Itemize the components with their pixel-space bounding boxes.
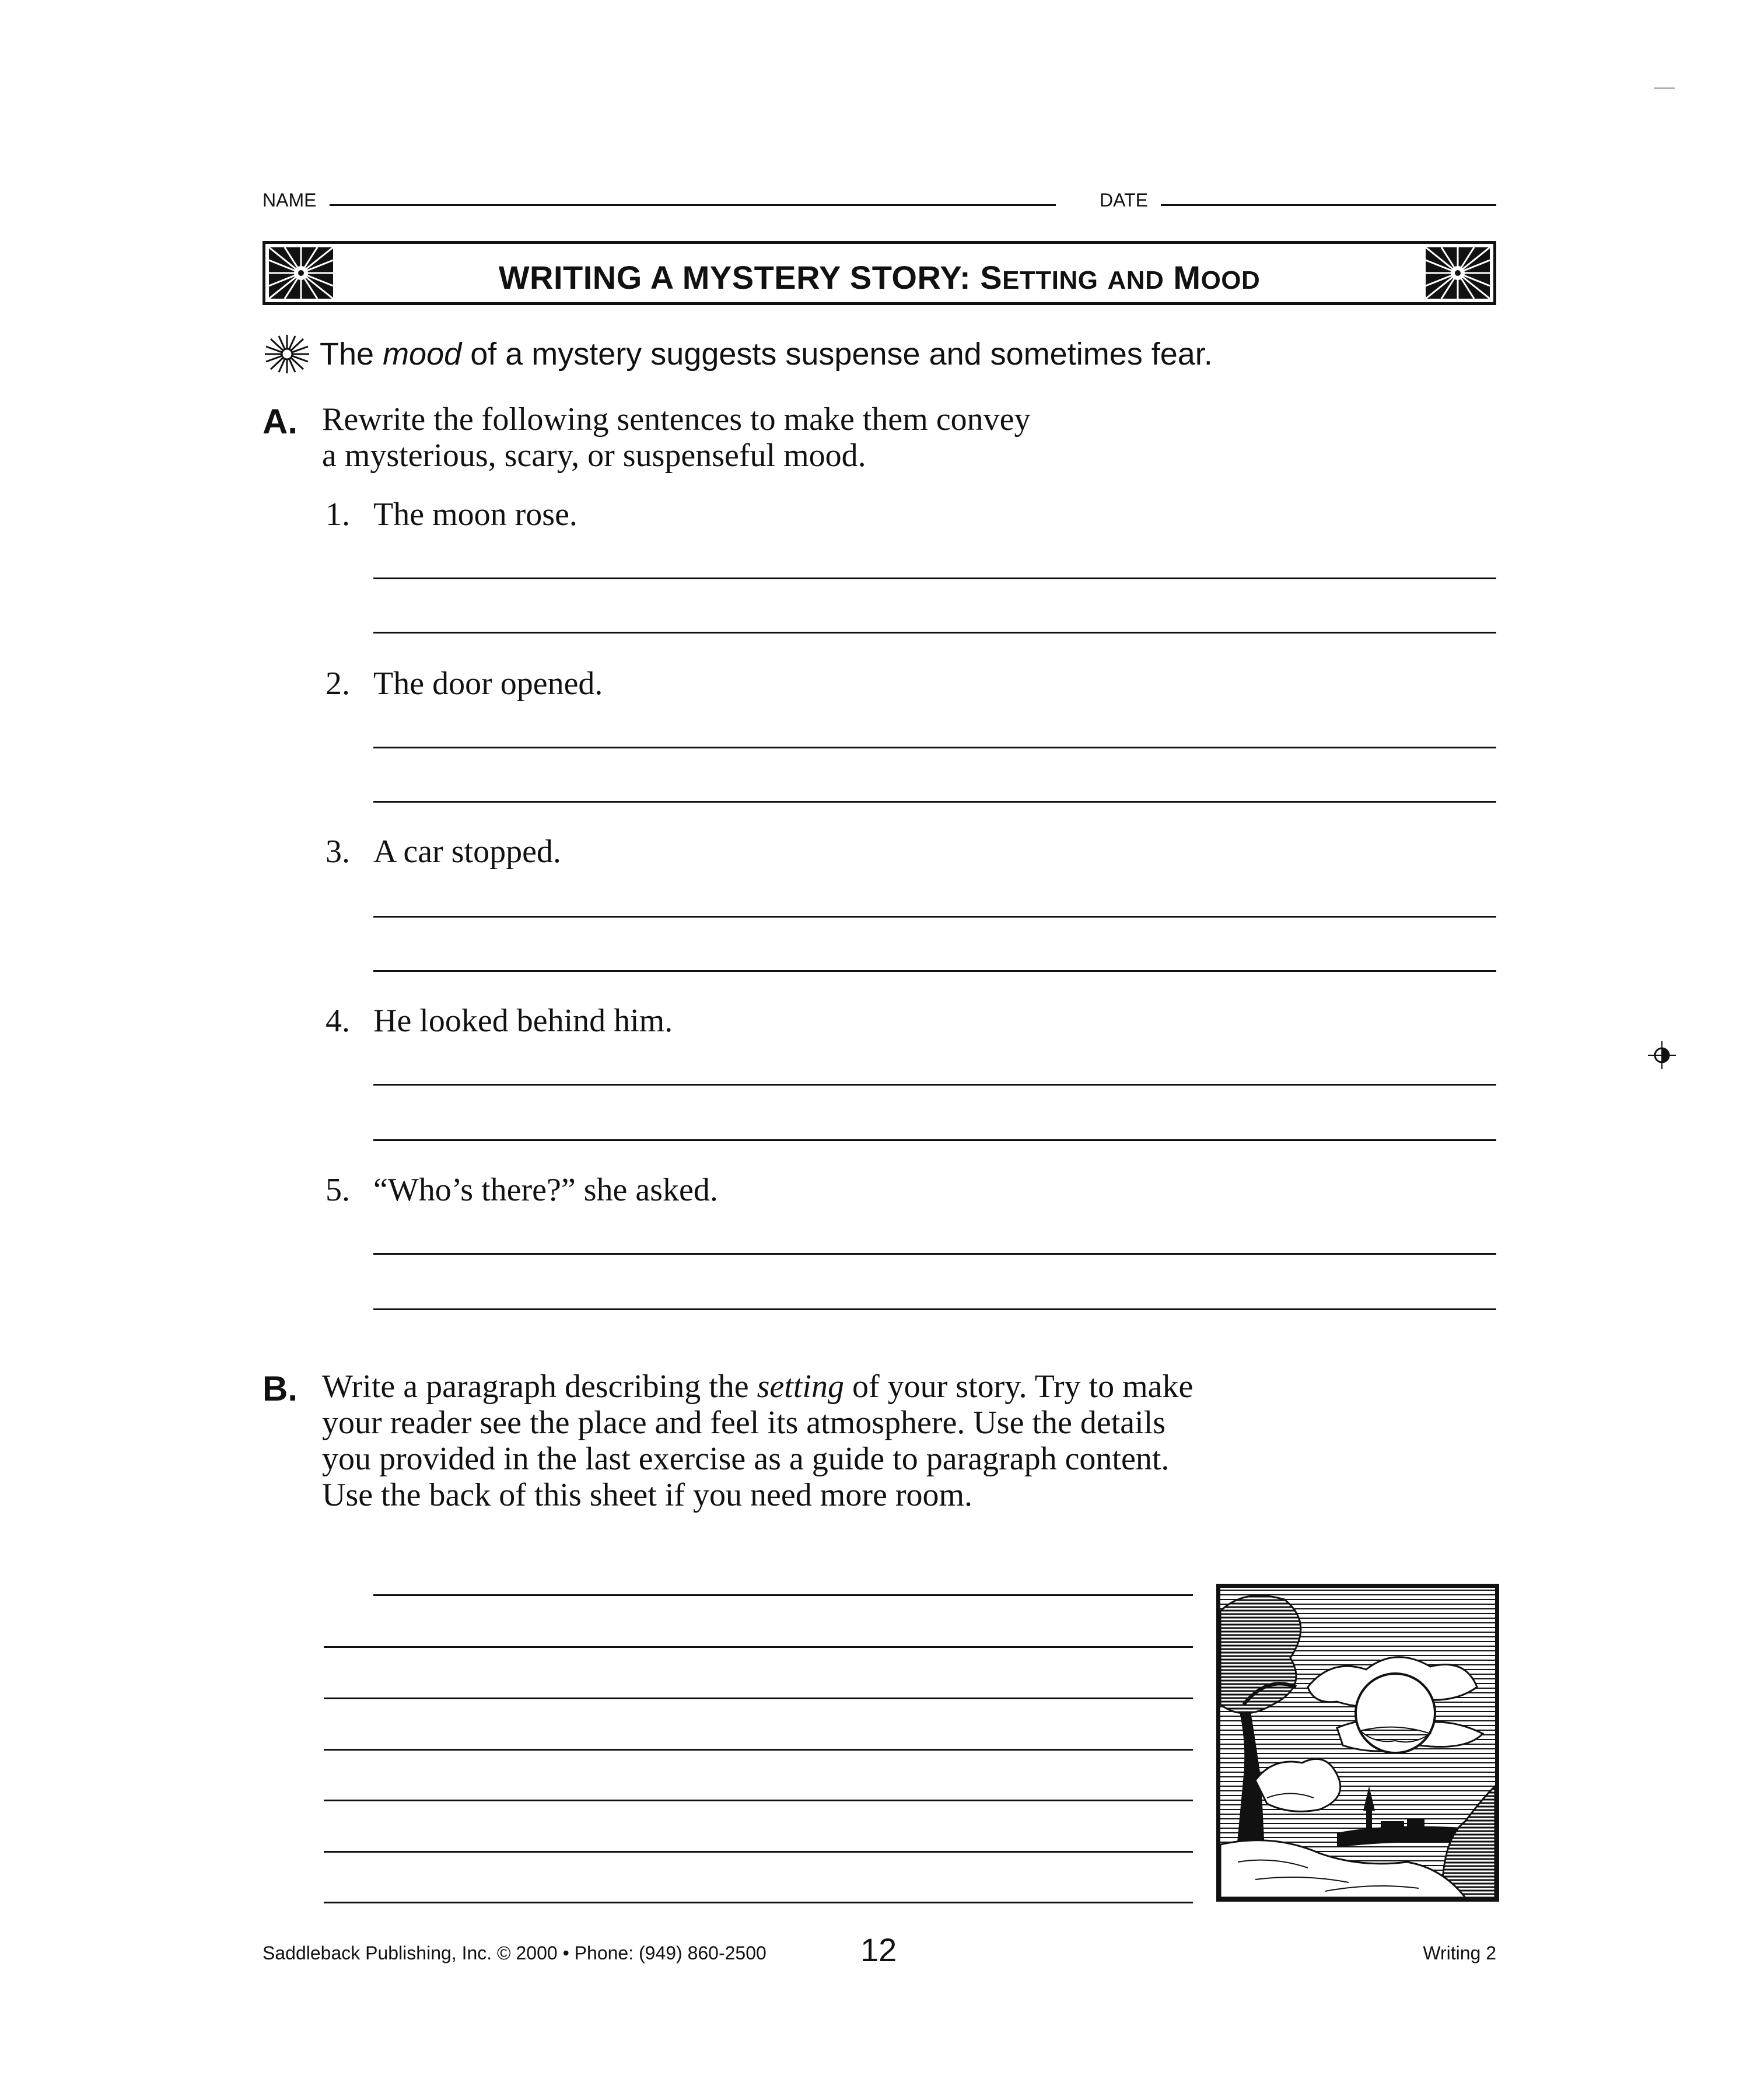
name-label: NAME bbox=[262, 190, 317, 211]
moonlit-landscape-art bbox=[1220, 1588, 1495, 1898]
paragraph-line[interactable] bbox=[324, 1851, 1193, 1853]
paragraph-line[interactable] bbox=[324, 1698, 1193, 1699]
paragraph-line[interactable] bbox=[324, 1646, 1193, 1648]
question-number: 3. bbox=[326, 834, 350, 870]
question-number: 1. bbox=[326, 496, 350, 533]
answer-line[interactable] bbox=[373, 801, 1496, 803]
section-b-instructions: Write a paragraph describing the setting of your story. Try to make your reader see the place and feel its atmosphere. Use the details you provided in the last exercise as a guide to paragraph content. Use the back of this sheet if you need more room. bbox=[322, 1368, 1194, 1513]
intro-note: The mood of a mystery suggests suspense and sometimes fear. bbox=[262, 334, 1213, 374]
question-number: 2. bbox=[326, 666, 350, 702]
question-number: 5. bbox=[326, 1172, 350, 1208]
answer-line[interactable] bbox=[373, 1308, 1496, 1310]
answer-line[interactable] bbox=[373, 1084, 1496, 1086]
question-number: 4. bbox=[326, 1003, 350, 1039]
question-prompt: He looked behind him. bbox=[373, 1003, 673, 1039]
sunburst-icon bbox=[1426, 247, 1490, 299]
answer-line[interactable] bbox=[373, 1253, 1496, 1255]
answer-line[interactable] bbox=[373, 916, 1496, 918]
paragraph-line[interactable] bbox=[324, 1749, 1193, 1751]
question-prompt: The door opened. bbox=[373, 666, 603, 702]
answer-line[interactable] bbox=[373, 578, 1496, 579]
section-a-instructions: Rewrite the following sentences to make them convey a mysterious, scary, or suspenseful mood. bbox=[322, 401, 1031, 474]
section-a-letter: A. bbox=[262, 402, 298, 441]
page-title: WRITING A MYSTERY STORY: SETTING AND MOOD bbox=[498, 259, 1261, 296]
title-banner bbox=[262, 241, 1496, 305]
question-prompt: “Who’s there?” she asked. bbox=[373, 1172, 718, 1208]
crosshair-icon bbox=[1648, 1041, 1676, 1069]
answer-line[interactable] bbox=[373, 1139, 1496, 1141]
crop-mark bbox=[1654, 88, 1675, 89]
answer-line[interactable] bbox=[373, 632, 1496, 634]
name-field[interactable] bbox=[330, 204, 1056, 206]
paragraph-line[interactable] bbox=[324, 1902, 1193, 1903]
paragraph-line[interactable] bbox=[324, 1800, 1193, 1801]
answer-line[interactable] bbox=[373, 747, 1496, 748]
question-prompt: The moon rose. bbox=[373, 496, 578, 533]
paragraph-line[interactable] bbox=[373, 1594, 1193, 1596]
page-number: 12 bbox=[860, 1931, 897, 1968]
section-b-letter: B. bbox=[262, 1369, 298, 1408]
starburst-icon bbox=[262, 334, 312, 374]
series-label: Writing 2 bbox=[1423, 1943, 1496, 1964]
date-field[interactable] bbox=[1161, 204, 1496, 206]
answer-line[interactable] bbox=[373, 970, 1496, 972]
date-label: DATE bbox=[1100, 190, 1148, 211]
moonlit-landscape-illustration bbox=[1216, 1584, 1499, 1902]
question-prompt: A car stopped. bbox=[373, 834, 561, 870]
publisher-credit: Saddleback Publishing, Inc. © 2000 • Phone: (949) 860-2500 bbox=[262, 1943, 766, 1964]
